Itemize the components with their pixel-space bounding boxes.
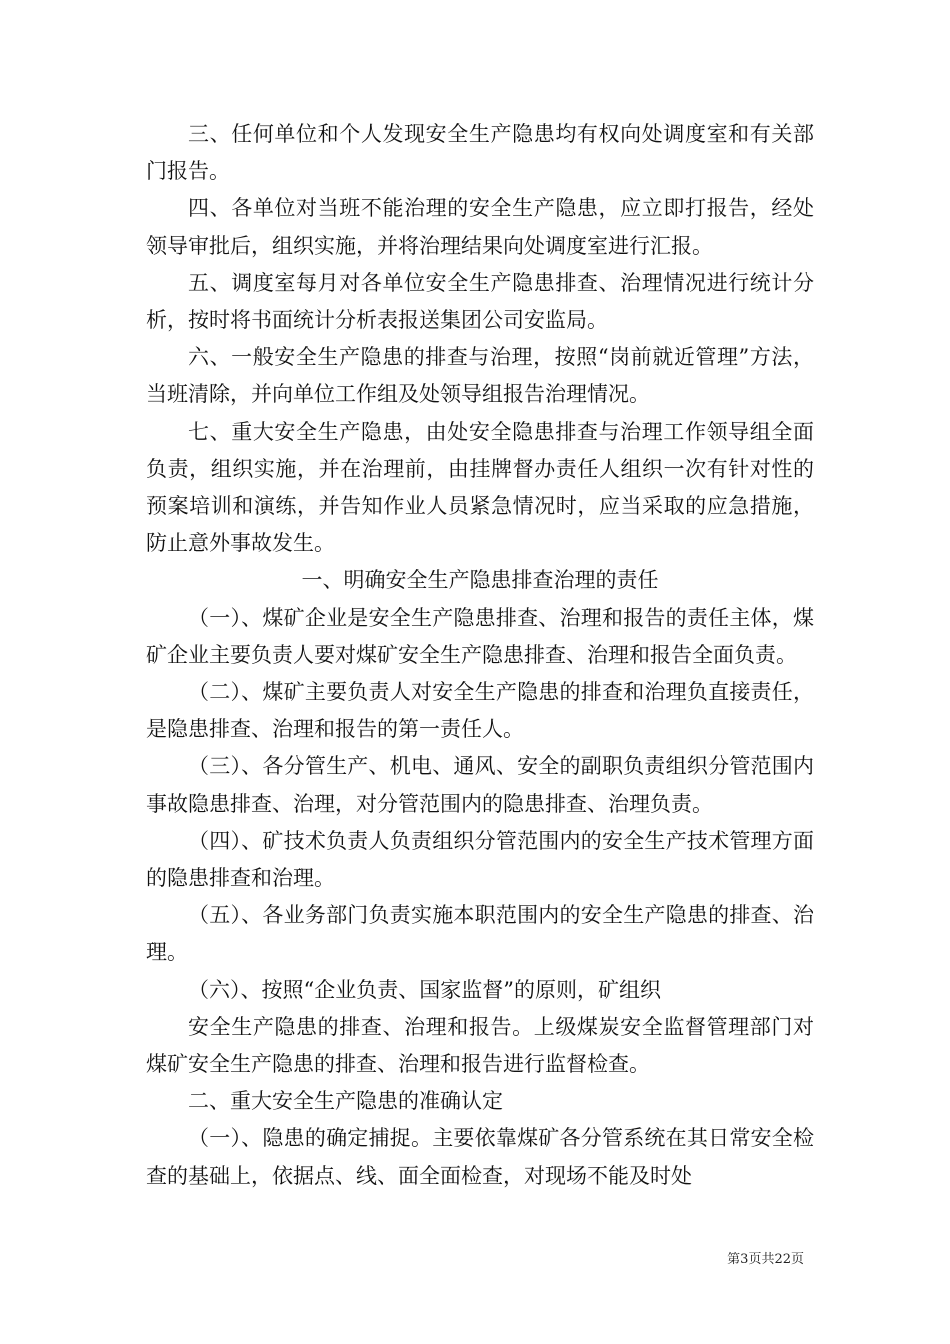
paragraph: 四、各单位对当班不能治理的安全生产隐患，应立即打报告，经处领导审批后，组织实施，并将治理结果向处调度室进行汇报。 bbox=[146, 196, 814, 258]
paragraph: 七、重大安全生产隐患，由处安全隐患排查与治理工作领导组全面负责，组织实施，并在治理前，由挂牌督办责任人组织一次有针对性的预案培训和演练，并告知作业人员紧急情况时，应当采取的应急措施，防止意外事故发生。 bbox=[146, 419, 814, 556]
paragraph: 六、一般安全生产隐患的排查与治理，按照“岗前就近管理”方法，当班清除，并向单位工作组及处领导组报告治理情况。 bbox=[146, 345, 814, 407]
section-heading: 一、明确安全生产隐患排查治理的责任 bbox=[301, 568, 659, 593]
paragraph: （四）、矿技术负责人负责组织分管范围内的安全生产技术管理方面的隐患排查和治理。 bbox=[146, 828, 814, 891]
paragraph: （二）、煤矿主要负责人对安全生产隐患的排查和治理负直接责任，是隐患排查、治理和报告的第一责任人。 bbox=[146, 680, 814, 742]
paragraph: 安全生产隐患的排查、治理和报告。上级煤炭安全监督管理部门对煤矿安全生产隐患的排查、治理和报告进行监督检查。 bbox=[146, 1014, 814, 1077]
paragraph: （三）、各分管生产、机电、通风、安全的副职负责组织分管范围内事故隐患排查、治理，对分管范围内的隐患排查、治理负责。 bbox=[146, 754, 814, 816]
paragraph: （五）、各业务部门负责实施本职范围内的安全生产隐患的排查、治理。 bbox=[146, 903, 814, 965]
page-number-footer: 第3页共22页 bbox=[727, 1252, 804, 1267]
paragraph: 三、任何单位和个人发现安全生产隐患均有权向处调度室和有关部门报告。 bbox=[146, 122, 814, 184]
paragraph: （一）、煤矿企业是安全生产隐患排查、治理和报告的责任主体，煤矿企业主要负责人要对煤矿安全生产隐患排查、治理和报告全面负责。 bbox=[146, 605, 814, 667]
body-text bbox=[146, 116, 814, 1195]
paragraph: （六）、按照“企业负责、国家监督”的原则，矿组织 bbox=[188, 977, 661, 1002]
section-heading: 二、重大安全生产隐患的准确认定 bbox=[188, 1089, 503, 1114]
paragraph: 五、调度室每月对各单位安全生产隐患排查、治理情况进行统计分析，按时将书面统计分析表报送集团公司安监局。 bbox=[146, 270, 814, 333]
paragraph: （一）、隐患的确定捕捉。主要依靠煤矿各分管系统在其日常安全检查的基础上，依据点、线、面全面检查，对现场不能及时处 bbox=[146, 1126, 814, 1188]
